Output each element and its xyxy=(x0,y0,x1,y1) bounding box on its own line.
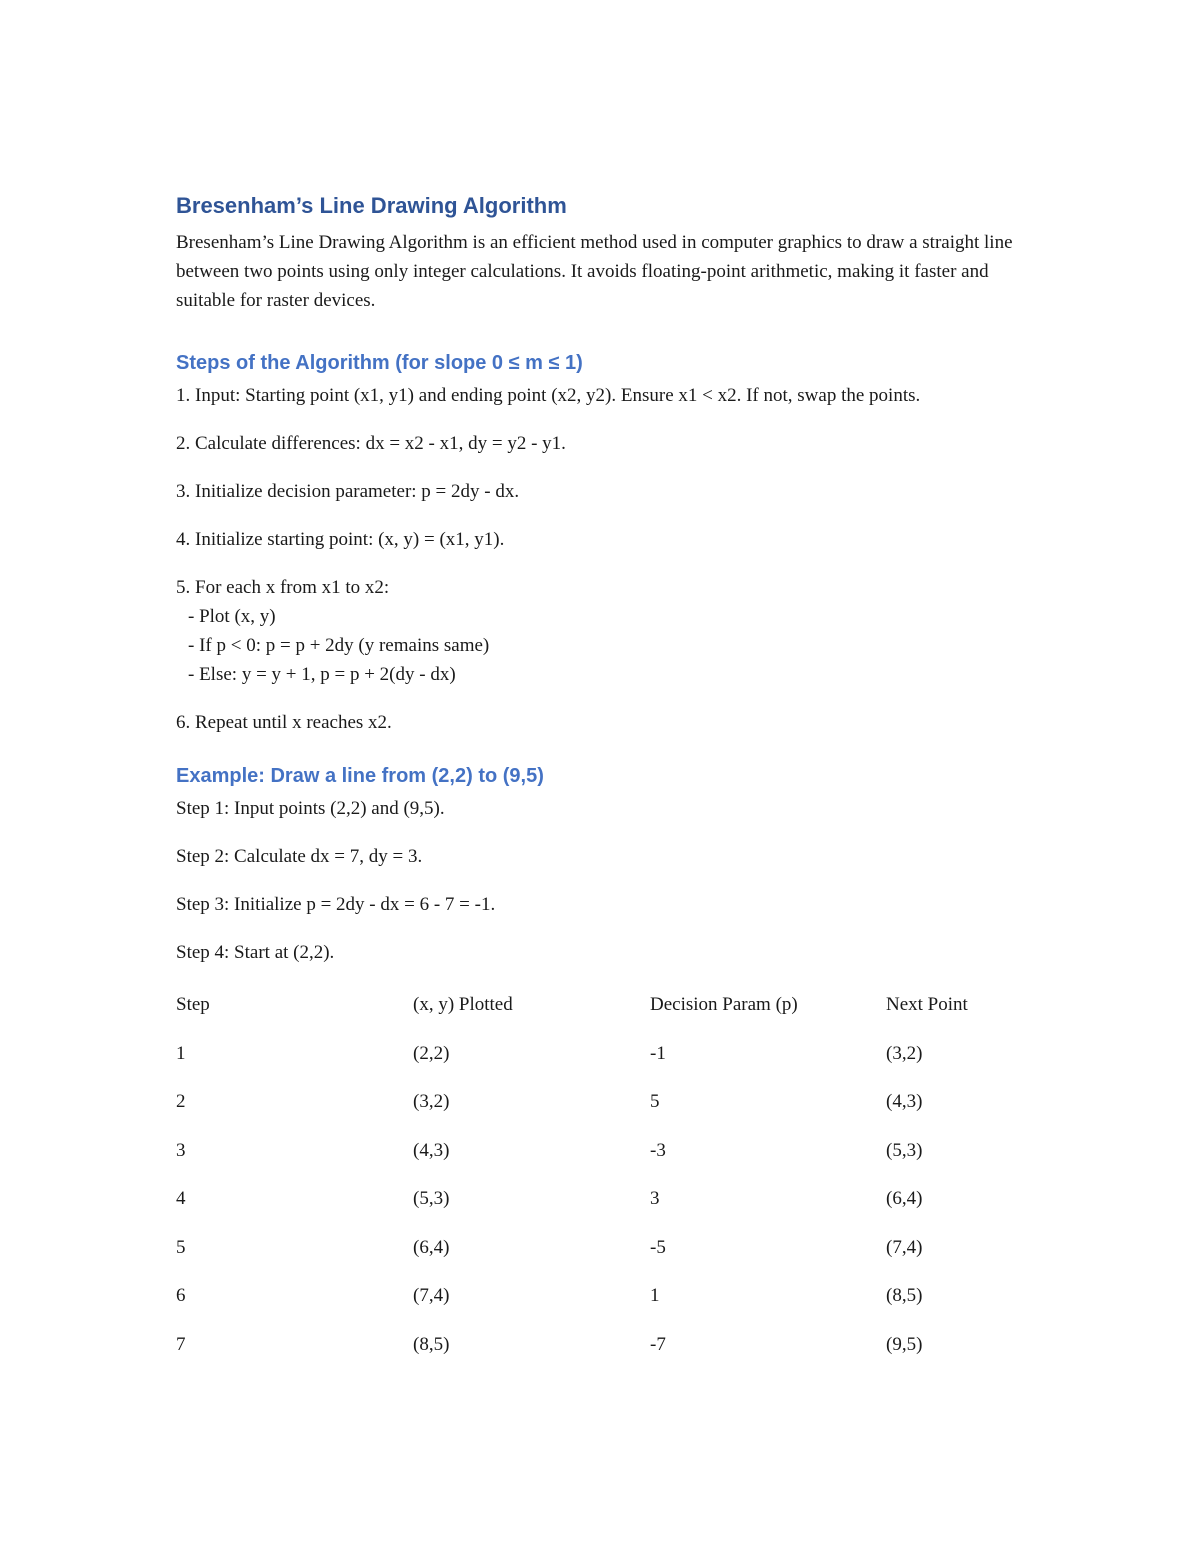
table-cell: 5 xyxy=(176,1236,186,1258)
example-step-3: Step 3: Initialize p = 2dy - dx = 6 - 7 = -1. xyxy=(176,894,496,915)
algorithm-step-4: 4. Initialize starting point: (x, y) = (x1, y1). xyxy=(176,529,505,550)
document-page xyxy=(176,188,1026,1369)
table-header-decision: Decision Param (p) xyxy=(650,994,798,1015)
table-row xyxy=(176,1321,1026,1370)
algorithm-step-1: 1. Input: Starting point (x1, y1) and ending point (x2, y2). Ensure x1 < x2. If not, swap the points. xyxy=(176,385,921,406)
table-cell: (4,3) xyxy=(413,1139,450,1161)
table-cell: (7,4) xyxy=(886,1236,923,1258)
algorithm-step-2: 2. Calculate differences: dx = x2 - x1, dy = y2 - y1. xyxy=(176,433,566,454)
document-title: Bresenham’s Line Drawing Algorithm xyxy=(176,193,567,218)
table-cell: -3 xyxy=(650,1139,666,1161)
table-cell: (8,5) xyxy=(413,1333,450,1355)
table-cell: 3 xyxy=(650,1188,660,1209)
table-cell: 3 xyxy=(176,1139,186,1161)
table-row xyxy=(176,1030,1026,1079)
table-cell: (6,4) xyxy=(886,1188,923,1209)
example-step-2: Step 2: Calculate dx = 7, dy = 3. xyxy=(176,846,423,867)
table-cell: -7 xyxy=(650,1333,666,1355)
intro-paragraph: Bresenham’s Line Drawing Algorithm is an efficient method used in computer graphics to draw a straight line between two points using only integer calculations. It avoids floating-point arithmetic, making it faster and suitable for raster devices. xyxy=(176,232,1013,311)
table-cell: 6 xyxy=(176,1285,186,1306)
table-header-step: Step xyxy=(176,994,210,1015)
steps-heading: Steps of the Algorithm (for slope 0 ≤ m ≤ 1) xyxy=(176,352,583,374)
example-heading: Example: Draw a line from (2,2) to (9,5) xyxy=(176,765,544,787)
table-row xyxy=(176,1175,1026,1224)
table-cell: (2,2) xyxy=(413,1042,450,1064)
table-row xyxy=(176,1127,1026,1176)
example-step-4: Step 4: Start at (2,2). xyxy=(176,942,335,963)
table-cell: (5,3) xyxy=(413,1188,450,1209)
algorithm-step-5-if: - If p < 0: p = p + 2dy (y remains same) xyxy=(188,635,490,656)
table-cell: 1 xyxy=(650,1285,660,1306)
table-row xyxy=(176,1224,1026,1273)
table-row xyxy=(176,1272,1026,1321)
algorithm-step-5: 5. For each x from x1 to x2: xyxy=(176,577,390,598)
table-header-next: Next Point xyxy=(886,994,968,1015)
table-cell: 2 xyxy=(176,1091,186,1112)
table-cell: (6,4) xyxy=(413,1236,450,1258)
table-cell: (3,2) xyxy=(886,1042,923,1064)
table-cell: 4 xyxy=(176,1188,186,1209)
table-cell: 5 xyxy=(650,1091,660,1112)
algorithm-step-5-else: - Else: y = y + 1, p = p + 2(dy - dx) xyxy=(188,664,456,685)
table-row xyxy=(176,1078,1026,1127)
example-step-1: Step 1: Input points (2,2) and (9,5). xyxy=(176,798,445,819)
table-header-row xyxy=(176,981,1026,1030)
algorithm-step-5-plot: - Plot (x, y) xyxy=(188,606,276,627)
table-cell: -5 xyxy=(650,1236,666,1258)
table-cell: (5,3) xyxy=(886,1139,923,1161)
algorithm-step-3: 3. Initialize decision parameter: p = 2dy - dx. xyxy=(176,481,520,502)
table-header-plotted: (x, y) Plotted xyxy=(413,994,513,1015)
table-cell: -1 xyxy=(650,1042,666,1064)
table-cell: (7,4) xyxy=(413,1285,450,1306)
algorithm-step-6: 6. Repeat until x reaches x2. xyxy=(176,712,392,733)
table-cell: (4,3) xyxy=(886,1091,923,1112)
table-cell: (8,5) xyxy=(886,1285,923,1306)
table-cell: 1 xyxy=(176,1042,186,1064)
table-cell: (9,5) xyxy=(886,1333,923,1355)
table-cell: (3,2) xyxy=(413,1091,450,1112)
table-cell: 7 xyxy=(176,1333,186,1355)
steps-table xyxy=(176,981,1026,1369)
